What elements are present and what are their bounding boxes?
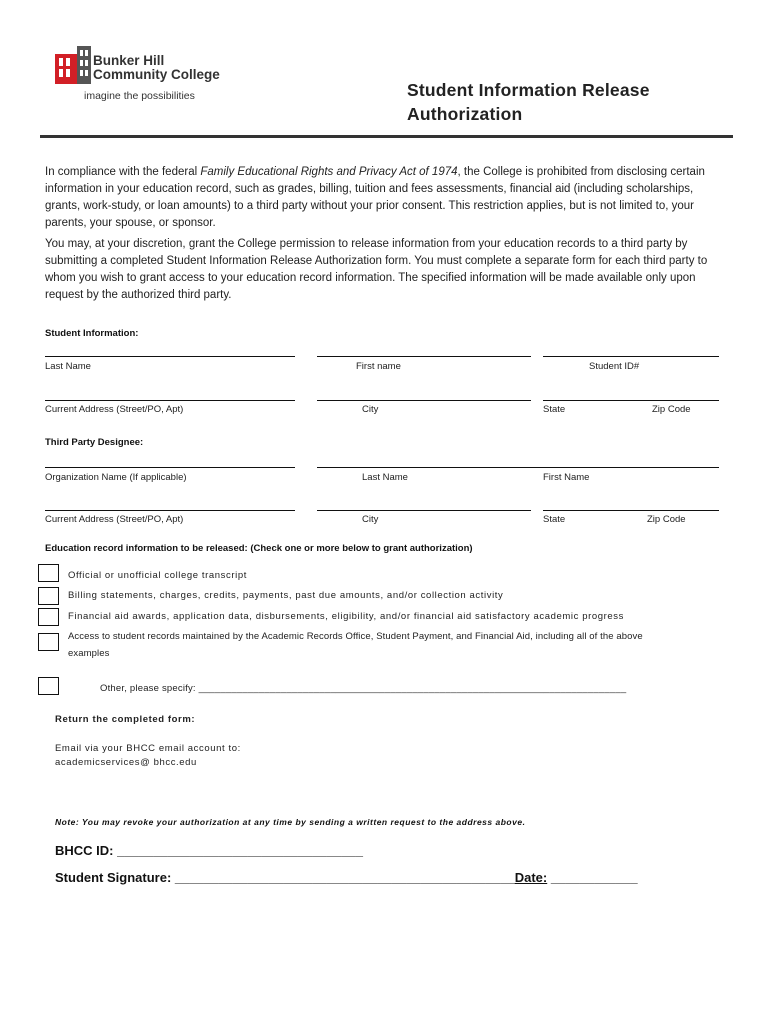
designee-address-field[interactable] bbox=[45, 510, 295, 511]
org-name-label: Organization Name (If applicable) bbox=[45, 472, 187, 483]
logo-line-2: Community College bbox=[93, 67, 220, 82]
designee-state-label: State bbox=[543, 514, 566, 525]
zip-label: Zip Code bbox=[652, 404, 691, 415]
billing-checkbox[interactable] bbox=[38, 587, 59, 605]
address-field[interactable] bbox=[45, 400, 295, 401]
last-name-field[interactable] bbox=[45, 356, 295, 357]
designee-first-name-label: First Name bbox=[543, 472, 590, 483]
first-name-label: First name bbox=[356, 361, 401, 372]
date-field[interactable]: ____________ bbox=[547, 870, 638, 885]
designee-address-label: Current Address (Street/PO, Apt) bbox=[45, 514, 184, 525]
financial-aid-option-label: Financial aid awards, application data, disbursements, eligibility, and/or financial aid satisfactory academic progress bbox=[68, 611, 624, 622]
intro-paragraph-1: In compliance with the federal Family Educational Rights and Privacy Act of 1974, the College is prohibited from disclosing certain information in your education record, such as grades, billing, tuition and fees assessments, financial aid (including scholarships, grants, work-study, or loan amounts) to a third party without your prior consent. This restriction applies, but is not limited to, your parents, your spouse, or sponsor. bbox=[45, 166, 705, 229]
designee-city-field[interactable] bbox=[317, 510, 531, 511]
student-id-label: Student ID# bbox=[589, 361, 640, 372]
designee-zip-label: Zip Code bbox=[647, 514, 686, 525]
student-signature-field[interactable]: Student Signature: _______________________________________________ bbox=[55, 870, 515, 885]
designee-state-zip-field[interactable] bbox=[543, 510, 719, 511]
billing-option-label: Billing statements, charges, credits, payments, past due amounts, and/or collection activity bbox=[68, 590, 504, 601]
third-party-heading: Third Party Designee: bbox=[45, 437, 144, 448]
college-logo bbox=[53, 40, 228, 104]
access-records-option-label-cont: examples bbox=[68, 648, 110, 659]
city-field[interactable] bbox=[317, 400, 531, 401]
revoke-note: Note: You may revoke your authorization at any time by sending a written request to the address above. bbox=[55, 817, 526, 827]
page-title: Student Information Release Authorization bbox=[407, 80, 650, 124]
logo-tagline: imagine the possibilities bbox=[84, 90, 195, 102]
transcript-option-label: Official or unofficial college transcript bbox=[68, 570, 247, 581]
designee-name-field[interactable] bbox=[317, 467, 719, 468]
last-name-label: Last Name bbox=[45, 361, 91, 372]
financial-aid-checkbox[interactable] bbox=[38, 608, 59, 626]
logo-line-1: Bunker Hill bbox=[93, 53, 165, 68]
city-label: City bbox=[362, 404, 379, 415]
other-checkbox[interactable] bbox=[38, 677, 59, 695]
org-name-field[interactable] bbox=[45, 467, 295, 468]
other-specify-field[interactable]: Other, please specify: ______________________________________________________________________________ bbox=[100, 683, 627, 694]
state-zip-field[interactable] bbox=[543, 400, 719, 401]
college-seal-icon bbox=[53, 44, 95, 92]
first-name-field[interactable] bbox=[317, 356, 531, 357]
return-instructions: Email via your BHCC email account to: bbox=[55, 743, 241, 754]
access-records-checkbox[interactable] bbox=[38, 633, 59, 651]
intro-paragraph-2: You may, at your discretion, grant the College permission to release information from your education records to a third party by submitting a completed Student Information Release Authorization form. You must complete a separate form for each third party to whom you wish to grant access to your education record information. The specified information will be made available only upon request by the authorized third party. bbox=[45, 238, 708, 301]
return-email: academicservices@ bhcc.edu bbox=[55, 757, 197, 768]
access-records-option-label: Access to student records maintained by the Academic Records Office, Student Payment, and Financial Aid, including all of the above bbox=[68, 631, 643, 642]
designee-city-label: City bbox=[362, 514, 379, 525]
designee-last-name-label: Last Name bbox=[362, 472, 408, 483]
bhcc-id-field[interactable]: BHCC ID: __________________________________ bbox=[55, 843, 363, 858]
signature-row bbox=[55, 870, 638, 885]
release-heading: Education record information to be released: (Check one or more below to grant authorization) bbox=[45, 543, 473, 554]
title-divider bbox=[40, 135, 733, 138]
student-info-heading: Student Information: bbox=[45, 328, 139, 339]
address-label: Current Address (Street/PO, Apt) bbox=[45, 404, 184, 415]
return-heading: Return the completed form: bbox=[55, 714, 196, 725]
student-id-field[interactable] bbox=[543, 356, 719, 357]
transcript-checkbox[interactable] bbox=[38, 564, 59, 582]
state-label: State bbox=[543, 404, 566, 415]
date-label: Date: bbox=[514, 870, 548, 885]
